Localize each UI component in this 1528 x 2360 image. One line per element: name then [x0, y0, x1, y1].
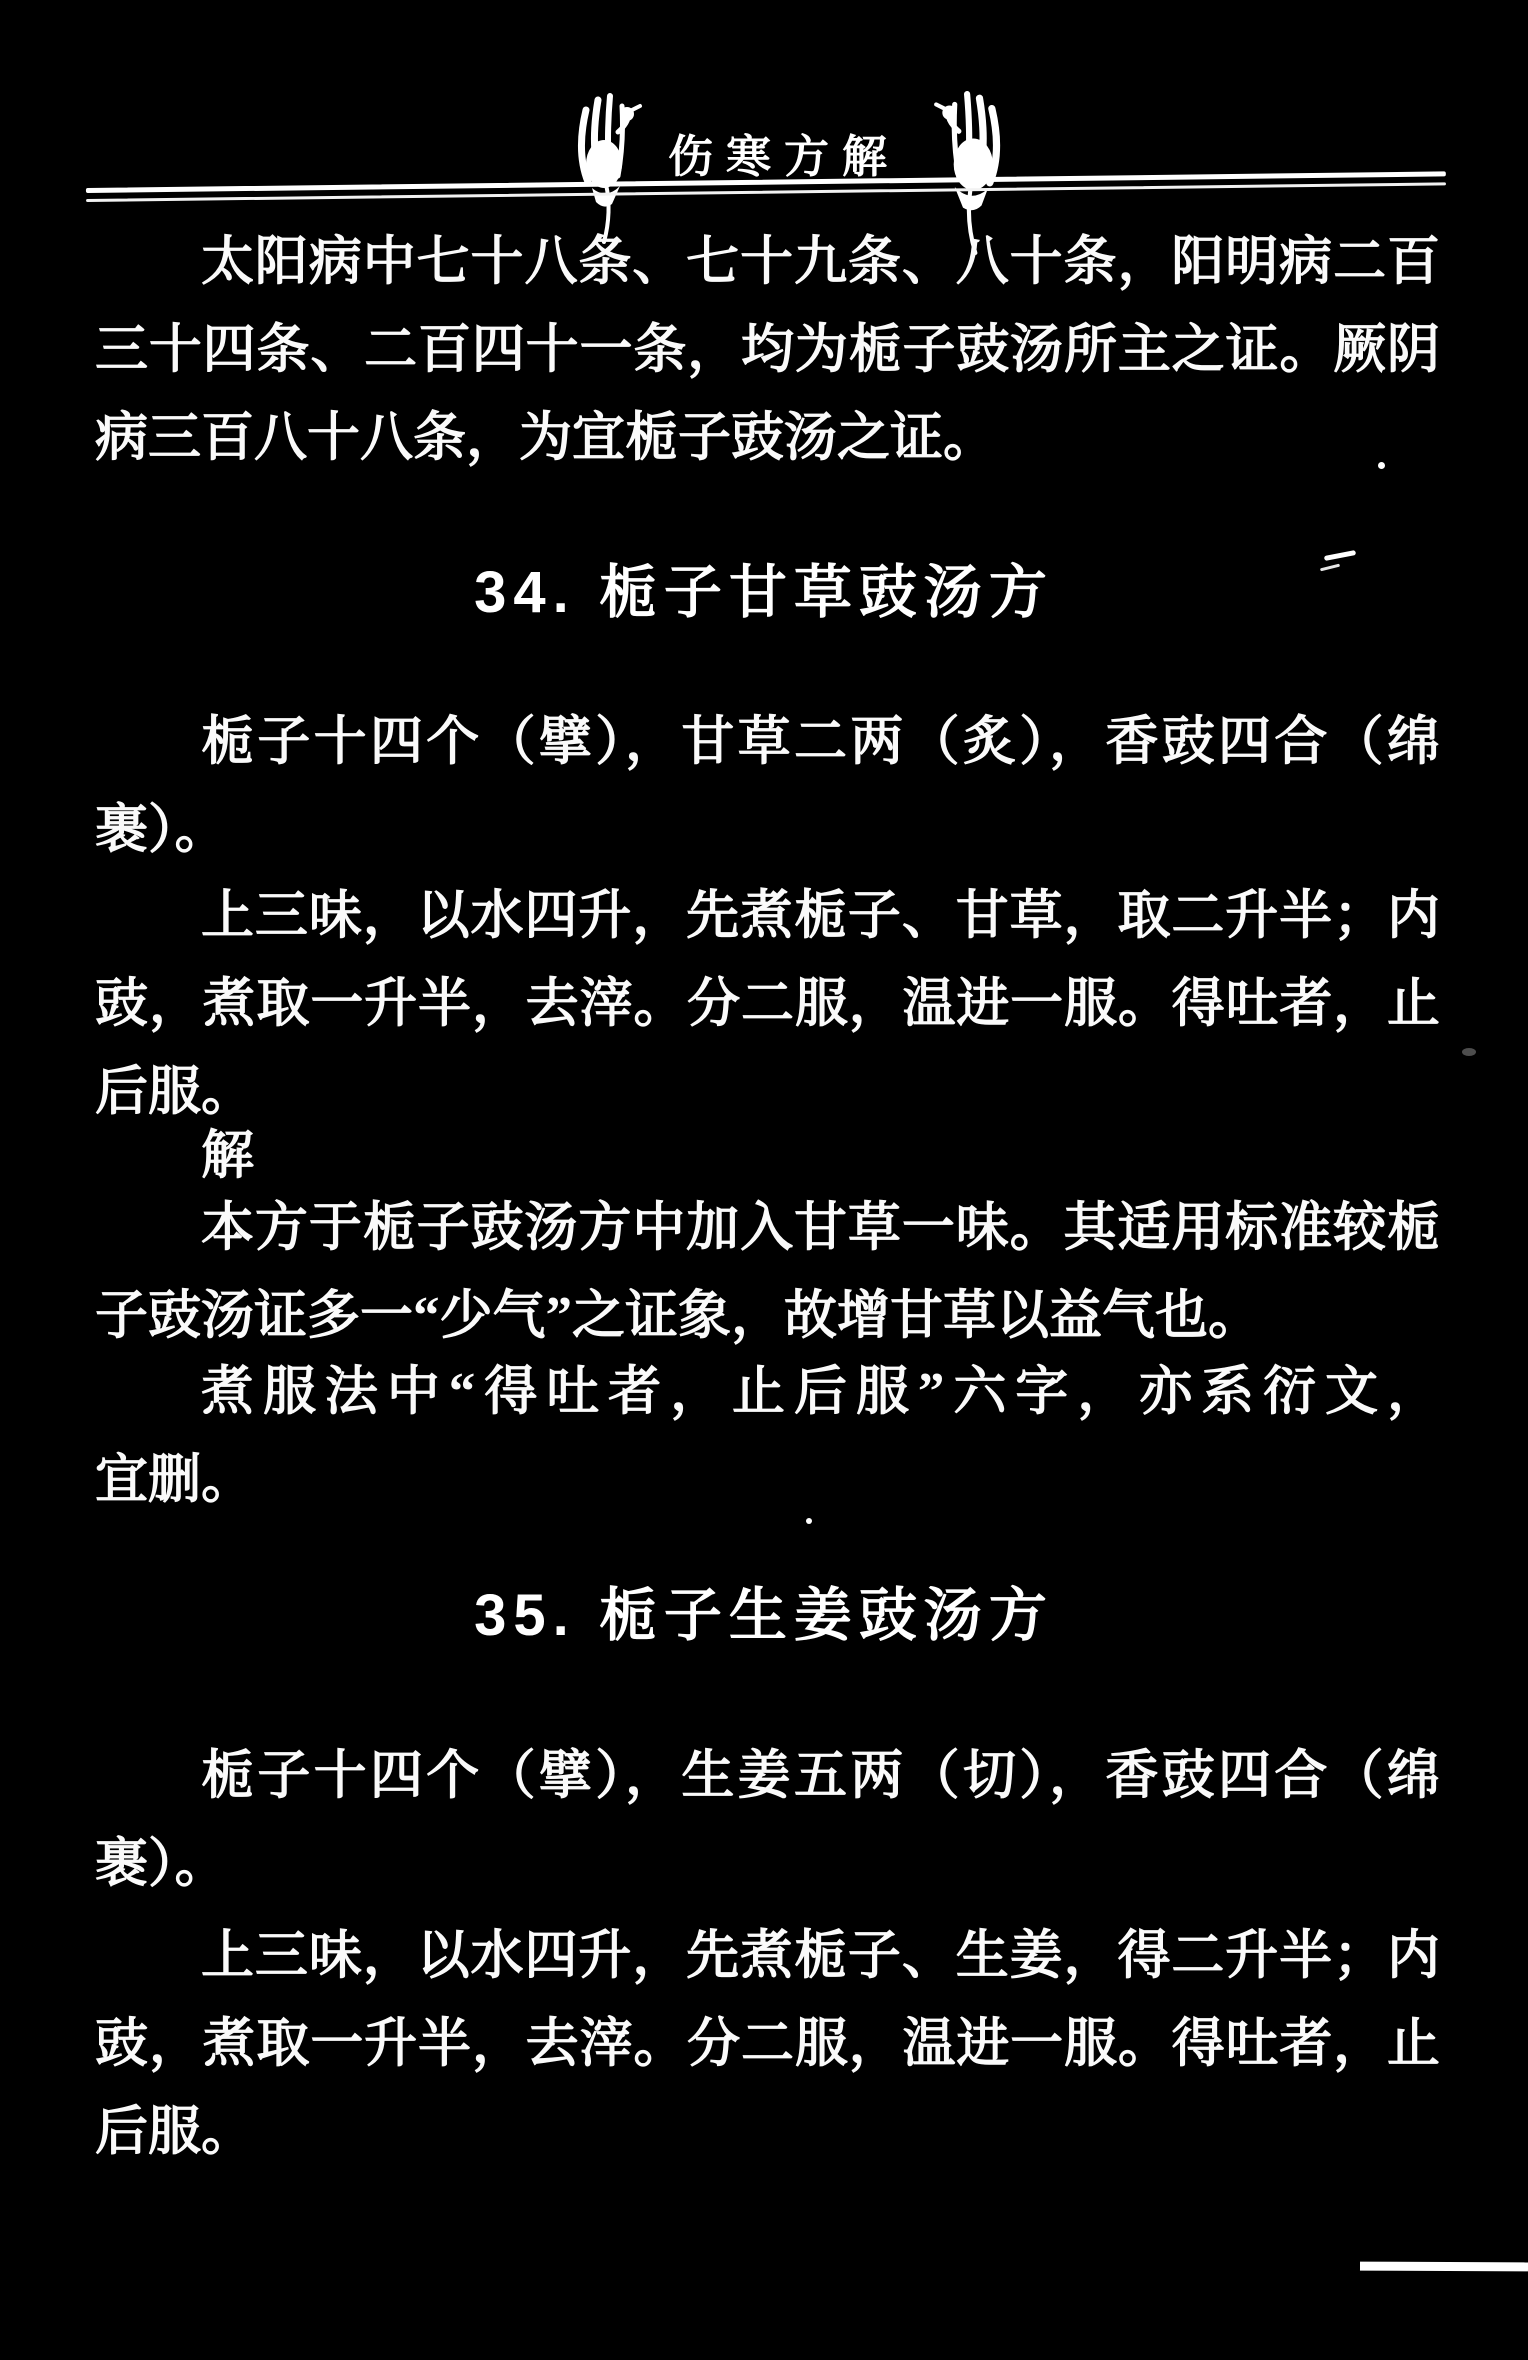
paragraph-line: 栀子十四个（擘），生姜五两（切），香豉四合（绵 [201, 1747, 1440, 1805]
paragraph-line: 病三百八十八条，为宜栀子豉汤之证。 [95, 409, 996, 467]
paragraph-line: 裹）。 [95, 801, 228, 859]
recipe-paragraph-35 [95, 1732, 1440, 1908]
paragraph-line: 豉，煮取一升半，去滓。分二服，温进一服。得吐者，止 [95, 2015, 1440, 2073]
paragraph-line: 太阳病中七十八条、七十九条、八十条，阳明病二百 [201, 233, 1440, 291]
paragraph-line: 上三味，以水四升，先煮栀子、生姜，得二升半；内 [201, 1927, 1440, 1985]
paragraph-line: 上三味，以水四升，先煮栀子、甘草，取二升半；内 [201, 887, 1440, 945]
intro-paragraph [95, 218, 1440, 482]
page-header-title: 伤寒方解 [667, 132, 900, 182]
paragraph-line: 栀子十四个（擘），甘草二两（炙），香豉四合（绵 [201, 713, 1440, 771]
paragraph-line: 豉，煮取一升半，去滓。分二服，温进一服。得吐者，止 [95, 975, 1440, 1033]
bottom-page-mark [1360, 2262, 1528, 2272]
scan-speck [1462, 1048, 1476, 1056]
paragraph-line: 后服。 [95, 1063, 254, 1121]
paragraph-line: 本方于栀子豉汤方中加入甘草一味。其适用标准较栀 [201, 1199, 1440, 1257]
recipe-paragraph-34 [95, 698, 1440, 874]
section-heading-34: 34. 栀子甘草豉汤方 [474, 560, 1054, 625]
analysis-paragraph-1 [95, 1184, 1440, 1360]
paragraph-line: 子豉汤证多一“少气”之证象，故增甘草以益气也。 [95, 1287, 1261, 1345]
method-paragraph-35 [95, 1912, 1440, 2176]
jie-label: 解 [201, 1127, 254, 1185]
analysis-paragraph-2 [95, 1348, 1440, 1524]
scan-speck [1378, 462, 1385, 469]
paragraph-line: 后服。 [95, 2103, 254, 2161]
paragraph-line: 宜删。 [95, 1451, 254, 1509]
paragraph-line: 裹）。 [95, 1835, 228, 1893]
method-paragraph-34 [95, 872, 1440, 1136]
section-heading-35: 35. 栀子生姜豉汤方 [474, 1583, 1054, 1648]
scan-speck [806, 1518, 812, 1524]
paragraph-line: 三十四条、二百四十一条，均为栀子豉汤所主之证。厥阴 [95, 321, 1440, 379]
paragraph-line: 煮服法中“得吐者，止后服”六字，亦系衍文， [201, 1363, 1440, 1421]
